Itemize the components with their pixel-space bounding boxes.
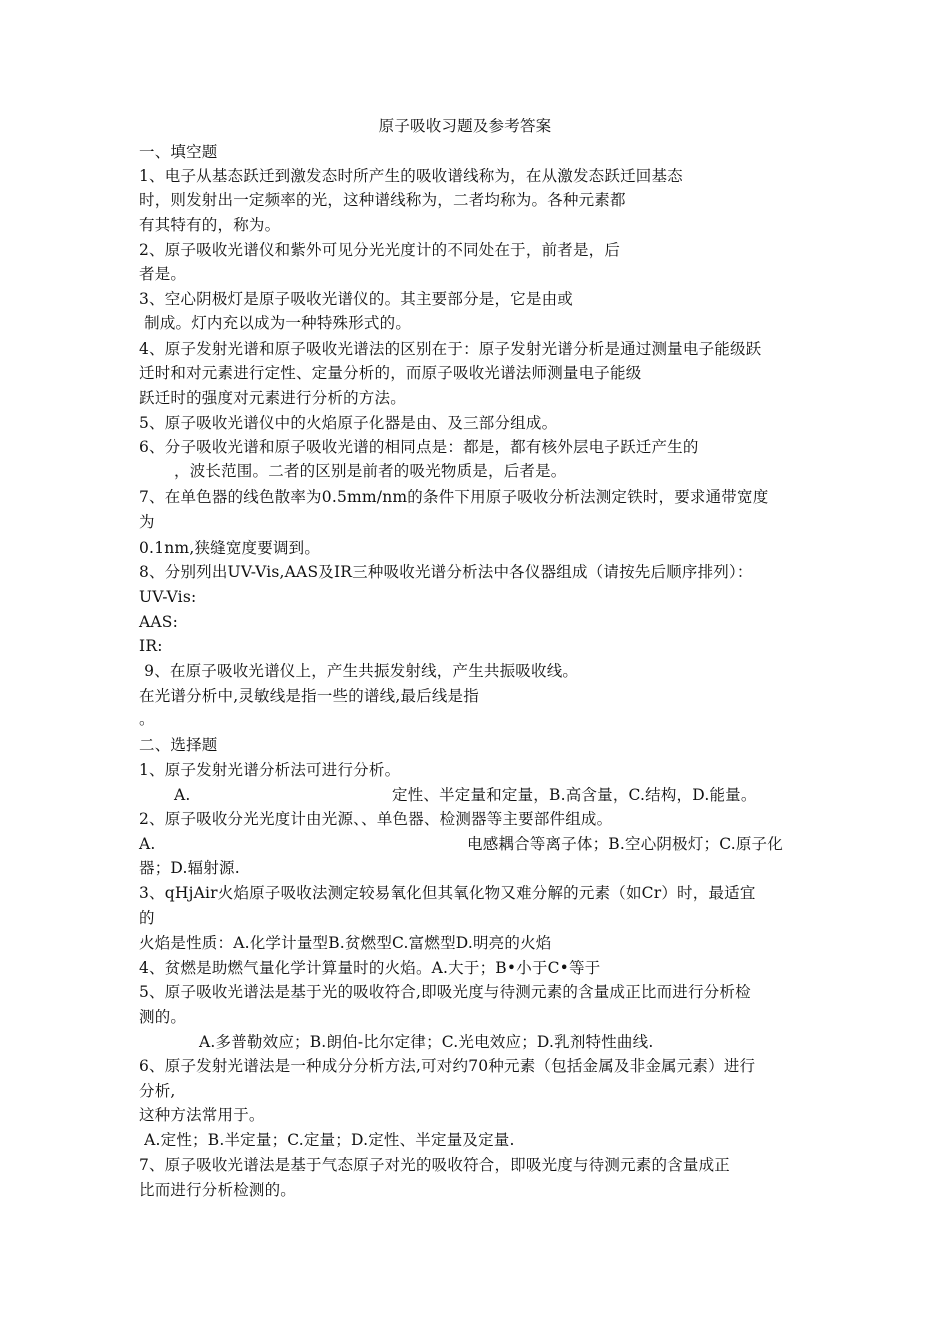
text-line: 5、原子吸收光谱仪中的火焰原子化器是由、及三部分组成。 — [139, 414, 558, 432]
text-line: 比而进行分析检测的。 — [139, 1181, 297, 1199]
text-line: ，波长范围。二者的区别是前者的吸光物质是，后者是。 — [174, 462, 567, 480]
text-line: 火焰是性质：A.化学计量型B.贫燃型C.富燃型D.明亮的火焰 — [139, 934, 552, 952]
text-line: 器；D.辐射源. — [139, 859, 240, 877]
option-label: A. — [139, 835, 156, 853]
text-line: 8、分别列出UV-Vis,AAS及IR三种吸收光谱分析法中各仪器组成（请按先后顺序排列）： — [139, 563, 753, 581]
text-line: A.定性；B.半定量；C.定量；D.定性、半定量及定量. — [139, 1131, 515, 1149]
text-line: 0.1nm,狭缝宽度要调到。 — [139, 539, 321, 557]
text-line: 4、原子发射光谱和原子吸收光谱法的区别在于：原子发射光谱分析是通过测量电子能级跃 — [139, 340, 762, 358]
text-line: A.多普勒效应；B.朗伯-比尔定律；C.光电效应；D.乳剂特性曲线. — [199, 1033, 654, 1051]
text-line: 2、原子吸收分光光度计由光源、、单色器、检测器等主要部件组成。 — [139, 810, 613, 828]
section-heading-fill-blank: 一、填空题 — [139, 143, 218, 161]
section-heading-choice: 二、选择题 — [139, 736, 218, 754]
text-line: 9、在原子吸收光谱仪上，产生共振发射线，产生共振吸收线。 — [139, 662, 579, 680]
text-line: 6、分子吸收光谱和原子吸收光谱的相同点是：都是，都有核外层电子跃迁产生的 — [139, 438, 699, 456]
option-label: A. — [174, 786, 191, 804]
text-line: 制成。灯内充以成为一种特殊形式的。 — [139, 314, 412, 332]
text-line: 在光谱分析中,灵敏线是指一些的谱线,最后线是指 — [139, 687, 479, 705]
text-line: 7、在单色器的线色散率为0.5mm/nm的条件下用原子吸收分析法测定铁时，要求通带宽度 — [139, 488, 769, 506]
text-line: AAS: — [139, 613, 179, 631]
text-line: 测的。 — [139, 1008, 187, 1026]
text-line: 跃迁时的强度对元素进行分析的方法。 — [139, 389, 406, 407]
text-line: 定性、半定量和定量，B.高含量，C.结构，D.能量。 — [392, 786, 757, 804]
text-line: 分析, — [139, 1082, 176, 1100]
text-line: 6、原子发射光谱法是一种成分分析方法,可对约70种元素（包括金属及非金属元素）进行 — [139, 1057, 756, 1075]
text-line: 1、原子发射光谱分析法可进行分析。 — [139, 761, 401, 779]
text-line: 1、电子从基态跃迁到激发态时所产生的吸收谱线称为，在从激发态跃迁回基态 — [139, 167, 683, 185]
text-line: 者是。 — [139, 265, 187, 283]
text-line: 电感耦合等离子体；B.空心阴极灯；C.原子化 — [467, 835, 783, 853]
text-line: 3、qHjAir火焰原子吸收法测定较易氧化但其氧化物又难分解的元素（如Cr）时，最适宜 — [139, 884, 756, 902]
text-line: UV-Vis: — [139, 588, 197, 606]
text-line: 的 — [139, 909, 155, 927]
document-title: 原子吸收习题及参考答案 — [378, 117, 552, 135]
text-line: IR: — [139, 637, 163, 655]
text-line: 3、空心阴极灯是原子吸收光谱仪的。其主要部分是，它是由或 — [139, 290, 573, 308]
text-line: 时，则发射出一定频率的光，这种谱线称为，二者均称为。各种元素都 — [139, 191, 626, 209]
text-line: 迁时和对元素进行定性、定量分析的，而原子吸收光谱法师测量电子能级 — [139, 364, 642, 382]
text-line: 2、原子吸收光谱仪和紫外可见分光光度计的不同处在于，前者是，后 — [139, 241, 621, 259]
text-line: 这种方法常用于。 — [139, 1106, 265, 1124]
text-line: 4、贫燃是助燃气量化学计算量时的火焰。A.大于；B•小于C•等于 — [139, 959, 601, 977]
text-line: 5、原子吸收光谱法是基于光的吸收符合,即吸光度与待测元素的含量成正比而进行分析检 — [139, 983, 751, 1001]
text-line: 有其特有的，称为。 — [139, 216, 281, 234]
text-line: 。 — [139, 710, 155, 728]
text-line: 7、原子吸收光谱法是基于气态原子对光的吸收符合，即吸光度与待测元素的含量成正 — [139, 1156, 730, 1174]
text-line: 为 — [139, 513, 155, 531]
